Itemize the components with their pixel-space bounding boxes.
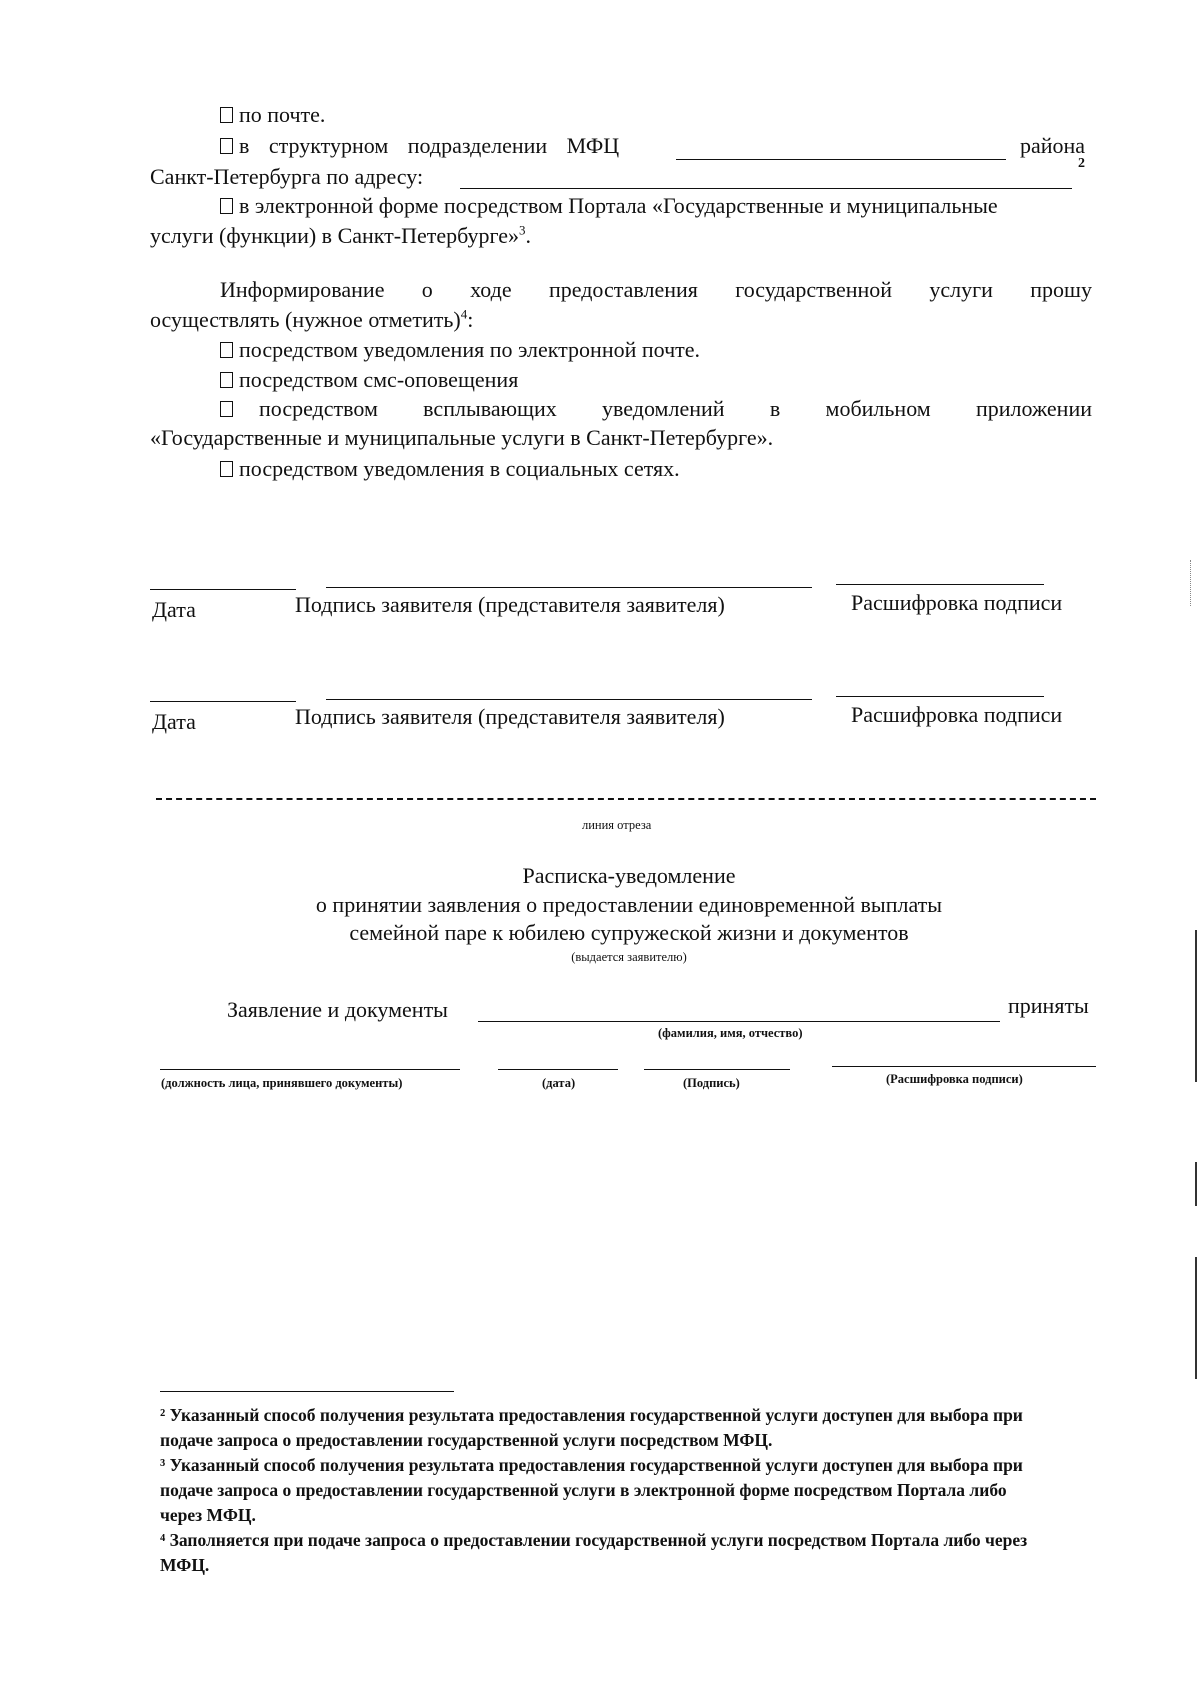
scan-edge-mark-2 bbox=[1195, 1162, 1197, 1206]
receipt-decoding-field[interactable] bbox=[832, 1066, 1096, 1067]
scan-artifact-dots bbox=[1190, 560, 1191, 606]
checkbox-sms[interactable] bbox=[220, 372, 233, 388]
district-label: района bbox=[1020, 133, 1086, 158]
option-push: посредством всплывающих уведомлений в мобильном приложении bbox=[220, 395, 1092, 423]
decoding-label-2: Расшифровка подписи bbox=[851, 702, 1063, 727]
decoding-label-1: Расшифровка подписи bbox=[851, 590, 1063, 615]
option-email: посредством уведомления по электронной почте. bbox=[220, 336, 700, 364]
option-social: посредством уведомления в социальных сетях. bbox=[220, 455, 680, 483]
scan-edge-mark-3 bbox=[1195, 1257, 1197, 1379]
option-by-mail: по почте. bbox=[220, 101, 325, 129]
footnote-separator bbox=[160, 1391, 454, 1392]
date-label-1: Дата bbox=[152, 597, 196, 622]
receipt-date-field[interactable] bbox=[498, 1069, 618, 1070]
receipt-signature-field[interactable] bbox=[644, 1069, 790, 1070]
position-field[interactable] bbox=[160, 1069, 460, 1070]
decoding-field-1[interactable] bbox=[836, 584, 1044, 585]
footnote-ref-3: 3 bbox=[519, 222, 526, 238]
electronic-line2: услуги (функции) в Санкт-Петербурге»$^3$. bbox=[150, 222, 532, 248]
receipt-subtitle-1: о принятии заявления о предоставлении единовременной выплаты bbox=[315, 892, 943, 917]
checkbox-email[interactable] bbox=[220, 342, 233, 358]
signature-field-1[interactable] bbox=[326, 587, 812, 588]
checkbox-by-mail[interactable] bbox=[220, 107, 233, 123]
footnote-ref-2: 2 bbox=[1078, 156, 1085, 171]
decoding-field-2[interactable] bbox=[836, 696, 1044, 697]
signature-label-2: Подпись заявителя (представителя заявителя) bbox=[295, 704, 725, 729]
footnote-ref-4: 4 bbox=[460, 306, 468, 322]
footnote-4-line2: МФЦ. bbox=[160, 1555, 210, 1575]
informing-intro: Информирование о ходе предоставления государственной услуги прошу bbox=[220, 277, 1092, 302]
mfc-label: в структурном подразделении МФЦ bbox=[239, 133, 620, 158]
issued-note: (выдается заявителю) bbox=[571, 950, 687, 964]
date-caption: (дата) bbox=[542, 1076, 576, 1090]
date-field-2[interactable] bbox=[150, 701, 296, 702]
option-push-line2: «Государственные и муниципальные услуги в Санкт-Петербурге». bbox=[150, 425, 774, 450]
footnote-2-line2: подаче запроса о предоставлении государственной услуги посредством МФЦ. bbox=[160, 1430, 773, 1450]
address-label: Санкт-Петербурга по адресу: bbox=[150, 164, 424, 189]
signature-caption: (Подпись) bbox=[683, 1076, 740, 1090]
checkbox-mfc[interactable] bbox=[220, 138, 233, 154]
checkbox-social[interactable] bbox=[220, 461, 233, 477]
position-caption: (должность лица, принявшего документы) bbox=[161, 1076, 403, 1090]
address-field[interactable] bbox=[460, 188, 1072, 189]
date-label-2: Дата bbox=[152, 709, 196, 734]
statement-label: Заявление и документы bbox=[227, 997, 448, 1022]
footnote-3-line3: через МФЦ. bbox=[160, 1505, 256, 1525]
informing-intro-line2: осуществлять (нужное отметить)$^4$: bbox=[150, 306, 474, 332]
checkbox-electronic[interactable] bbox=[220, 198, 233, 214]
signature-field-2[interactable] bbox=[326, 699, 812, 700]
option-electronic: в электронной форме посредством Портала «Государственные и муниципальные bbox=[220, 192, 1092, 220]
footnote-4-line1: ⁴ Заполняется при подаче запроса о предоставлении государственной услуги посредством Портала либо через bbox=[160, 1530, 1028, 1550]
option-mfc bbox=[220, 132, 666, 160]
footnote-3-line2: подаче запроса о предоставлении государственной услуги в электронной форме посредством Портала либо bbox=[160, 1480, 1007, 1500]
decoding-caption: (Расшифровка подписи) bbox=[886, 1072, 1023, 1086]
applicant-fio-field[interactable] bbox=[478, 1021, 1000, 1022]
mfc-name-field[interactable] bbox=[676, 159, 1006, 160]
receipt-title: Расписка-уведомление bbox=[522, 863, 736, 888]
footnote-2-line1: ² Указанный способ получения результата предоставления государственной услуги доступен для выбора при bbox=[160, 1405, 1023, 1425]
signature-label-1: Подпись заявителя (представителя заявителя) bbox=[295, 592, 725, 617]
checkbox-push[interactable] bbox=[220, 401, 233, 417]
date-field-1[interactable] bbox=[150, 589, 296, 590]
fio-caption: (фамилия, имя, отчество) bbox=[658, 1026, 803, 1040]
footnote-3-line1: ³ Указанный способ получения результата предоставления государственной услуги доступен для выбора при bbox=[160, 1455, 1023, 1475]
accepted-label: приняты bbox=[1008, 993, 1089, 1018]
option-sms: посредством смс-оповещения bbox=[220, 366, 518, 394]
scan-edge-mark-1 bbox=[1195, 930, 1197, 1082]
cut-line-label: линия отреза bbox=[582, 818, 652, 832]
receipt-subtitle-2: семейной паре к юбилею супружеской жизни и документов bbox=[349, 920, 909, 945]
cut-line bbox=[156, 798, 1096, 800]
